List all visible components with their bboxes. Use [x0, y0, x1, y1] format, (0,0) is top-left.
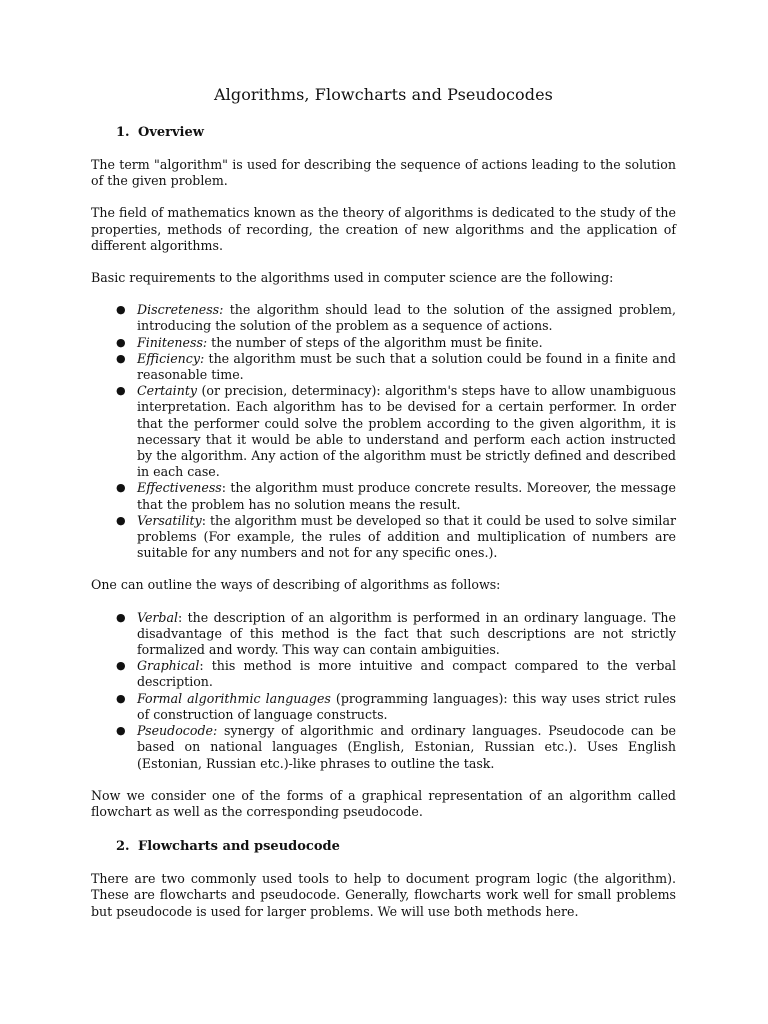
list-item-text: : the description of an algorithm is performed in an ordinary language. The disadvantage of this method is the fact that such descriptions are not strictly formalized and wordy. This way can contain ambiguities. — [137, 609, 676, 658]
paragraph: Now we consider one of the forms of a graphical representation of an algorithm called flowchart as well as the corresponding pseudocode. — [91, 787, 676, 819]
section-heading-flowcharts — [91, 838, 676, 856]
bullet-icon: ● — [116, 481, 126, 495]
document-title: Algorithms, Flowcharts and Pseudocodes — [213, 85, 553, 104]
list-item-term: Versatility — [137, 512, 202, 528]
list-item-text: the number of steps of the algorithm must be finite. — [207, 334, 543, 350]
bullet-icon: ● — [116, 610, 126, 624]
paragraph: There are two commonly used tools to help to document program logic (the algorithm). These are flowcharts and pseudocode. Generally, flowcharts work well for small problems but pseudocode is used for larger problems. We will use both methods here. — [91, 871, 676, 919]
list-item-term: Effectiveness — [137, 480, 222, 496]
list-item-term: Graphical — [137, 658, 200, 674]
document-page — [91, 84, 676, 920]
list-item-term: Certainty — [137, 383, 197, 399]
section-number: 2. — [116, 839, 130, 855]
list-item-text: the algorithm must be such that a solution could be found in a finite and reasonable time. — [137, 350, 676, 383]
list-item-text: (programming languages): this way uses strict rules of construction of language constructs. — [137, 690, 676, 722]
bullet-icon: ● — [116, 691, 126, 705]
bullet-icon: ● — [116, 384, 126, 398]
list-item — [116, 723, 676, 772]
list-item-text: : this method is more intuitive and compact compared to the verbal description. — [137, 658, 676, 690]
list-item-text: (or precision, determinacy): algorithm's steps have to allow unambiguous interpretation. Each algorithm has to be devised for a certain performer. In order that the performer could solve the problem according to the given algorithm, it is necessary that it would be able to understand and perform each action instructed by the algorithm. Any action of the algorithm must be strictly defined and described in each case. — [137, 383, 676, 480]
paragraph: The term "algorithm" is used for describing the sequence of actions leading to the solution of the given problem. — [91, 157, 676, 189]
bullet-icon: ● — [116, 303, 126, 317]
bullet-icon: ● — [116, 659, 126, 673]
list-item-term: Verbal — [137, 609, 179, 625]
bullet-icon: ● — [116, 351, 126, 365]
list-item-term: Pseudocode: — [137, 723, 218, 739]
list-item — [116, 383, 676, 480]
section-heading-overview — [91, 124, 676, 142]
section-title: Flowcharts and pseudocode — [138, 839, 340, 855]
paragraph: One can outline the ways of describing of algorithms as follows: — [91, 577, 501, 593]
list-item — [116, 350, 676, 383]
requirements-list — [91, 302, 676, 561]
list-item-term: Discreteness: — [137, 302, 224, 318]
list-item-term: Finiteness: — [137, 334, 208, 350]
list-item-text: the algorithm should lead to the solution of the assigned problem, introducing the solution of the problem as a sequence of actions. — [137, 302, 676, 334]
bullet-icon: ● — [116, 513, 126, 527]
list-item — [116, 302, 676, 334]
section-title: Overview — [138, 125, 204, 140]
bullet-icon: ● — [116, 724, 126, 738]
list-item-text: : the algorithm must be developed so that it could be used to solve similar problems (For example, the rules of addition and multiplication of numbers are suitable for any numbers and not for any specific ones.). — [137, 512, 676, 561]
list-item-term: Formal algorithmic languages — [137, 690, 331, 706]
paragraph: The field of mathematics known as the theory of algorithms is dedicated to the study of the properties, methods of recording, the creation of new algorithms and the application of different algorithms. — [91, 205, 676, 253]
bullet-icon: ● — [116, 335, 126, 349]
paragraph: Basic requirements to the algorithms used in computer science are the following: — [91, 270, 614, 286]
section-number: 1. — [116, 125, 130, 140]
ways-list — [91, 610, 676, 772]
list-item — [116, 609, 676, 659]
list-item-text: synergy of algorithmic and ordinary languages. Pseudocode can be based on national languages (English, Estonian, Russian etc.). Uses English (Estonian, Russian etc.)-like phrases to outline the task. — [137, 723, 676, 771]
list-item — [116, 690, 676, 723]
list-item — [116, 480, 676, 512]
list-item — [116, 334, 676, 351]
list-item-text: : the algorithm must produce concrete results. Moreover, the message that the problem has no solution means the result. — [137, 480, 676, 512]
list-item — [116, 658, 676, 690]
list-item — [116, 512, 676, 562]
list-item-term: Efficiency: — [137, 350, 205, 366]
